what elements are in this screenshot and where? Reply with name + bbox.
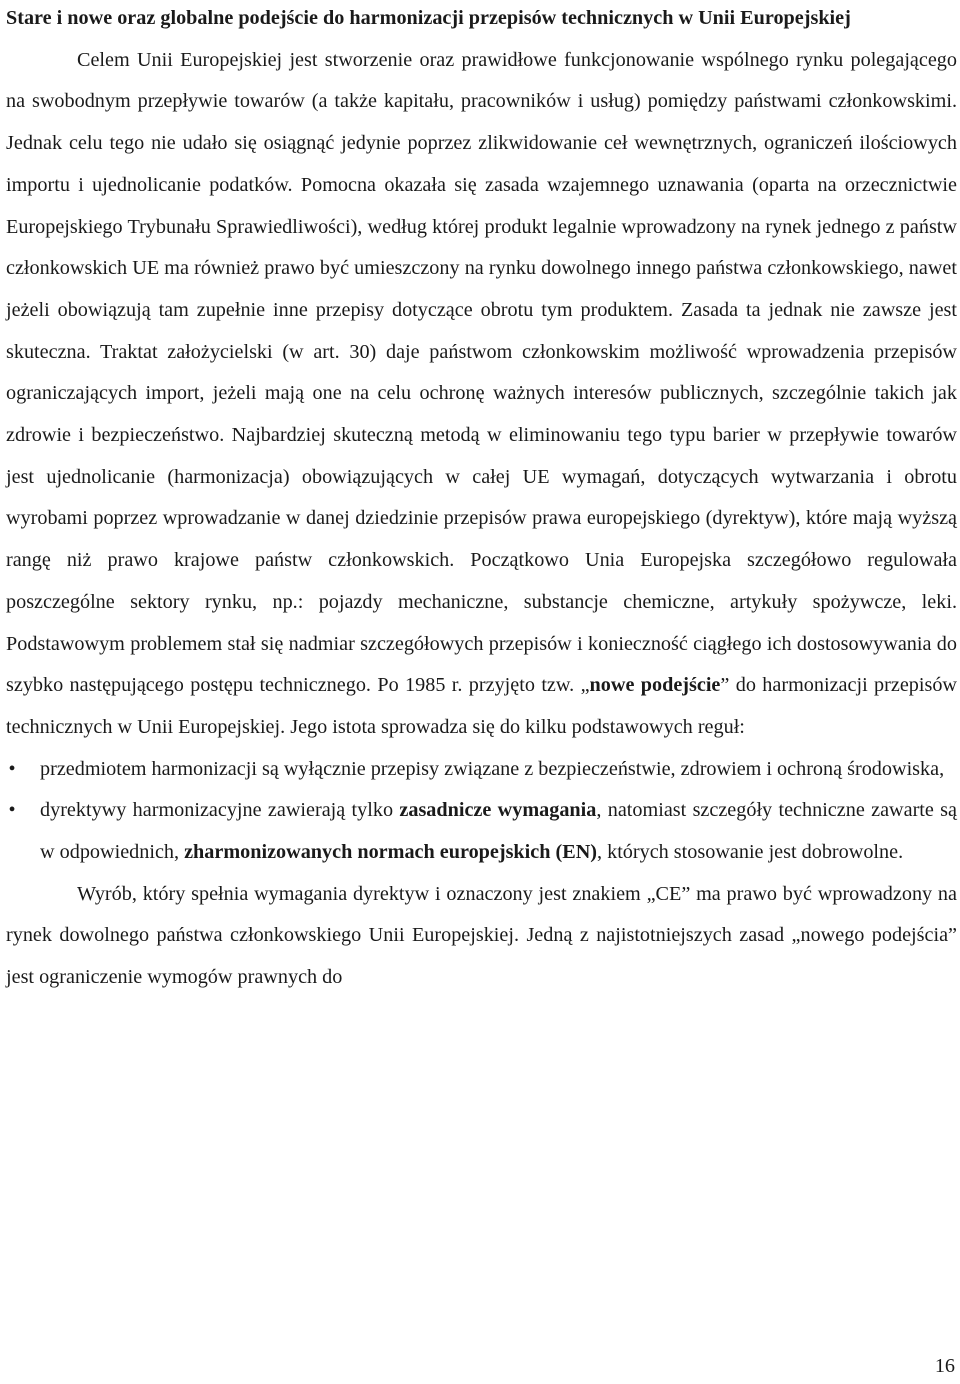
open-quote: „ xyxy=(580,674,590,697)
close-quote: ” xyxy=(720,674,730,697)
list-item xyxy=(6,749,957,791)
paragraph-intro-text: Celem Unii Europejskiej jest stworzenie oraz prawidłowe funkcjonowanie wspólnego rynku polegającego na swobodnym przepływie towarów (a także kapitału, pracowników i usług) pomiędzy państwami członkowskimi. Jednak celu tego nie udało się osiągnąć jedynie poprzez zlikwidowanie ceł wewnętrznych, ograniczeń ilościowych importu i ujednolicanie podatków. Pomocna okazała się zasada wzajemnego uznawania (oparta na orzecznictwie Europejskiego Trybunału Sprawiedliwości), według której produkt legalnie wprowadzony na rynek jednego z państw członkowskich UE ma również prawo być umieszczony na rynku dowolnego innego państwa członkowskiego, nawet jeżeli obowiązują tam zupełnie inne przepisy dotyczące obrotu tym produktem. Zasada ta jednak nie zawsze jest skuteczna. Traktat założycielski (w art. 30) daje państwom członkowskim możliwość wprowadzenia przepisów ograniczających import, jeżeli mają one na celu ochronę ważnych interesów publicznych, szczególnie takich jak zdrowie i bezpieczeństwo. Najbardziej skuteczną metodą w eliminowaniu tego typu barier w przepływie towarów jest ujednolicanie (harmonizacja) obowiązujących w całej UE wymagań, dotyczących wytwarzania i obrotu wyrobami poprzez wprowadzanie w danej dziedzinie przepisów prawa europejskiego (dyrektyw), które mają wyższą rangę niż prawo krajowe państw członkowskich. Początkowo Unia Europejska szczegółowo regulowała poszczególne sektory rynku, np.: pojazdy mechaniczne, substancje chemiczne, artykuły spożywcze, leki. Podstawowym problemem stał się nadmiar szczegółowych przepisów i konieczność ciągłego ich dostosowywania do szybko następującego postępu technicznego. Po 1985 r. przyjęto tzw. xyxy=(6,48,957,697)
bold-term-essential-requirements: zasadnicze wymagania xyxy=(399,799,597,822)
bold-term-harmonised-standards: zharmonizowanych normach europejskich (EN) xyxy=(184,841,597,864)
paragraph-ce-mark: Wyrób, który spełnia wymagania dyrektyw i oznaczony jest znakiem „CE” ma prawo być wprowadzony na rynek dowolnego państwa członkowskiego Unii Europejskiej. Jedną z najistotniejszych zasad „nowego podejścia” jest ograniczenie wymogów prawnych do xyxy=(6,882,957,989)
list-item-text-middle: , natomiast szczegóły techniczne zawarte są w odpowiednich, xyxy=(40,799,958,864)
list-item-text: przedmiotem harmonizacji są wyłącznie przepisy związane z bezpieczeństwie, zdrowiem i ochroną środowiska, xyxy=(40,757,945,780)
paragraph-intro-text-end: do harmonizacji przepisów technicznych w Unii Europejskiej. Jego istota sprowadza się do kilku podstawowych reguł: xyxy=(6,674,958,738)
list-item-text-end: , których stosowanie jest dobrowolne. xyxy=(597,841,904,864)
bullet-icon: • xyxy=(8,757,16,780)
bullet-icon: • xyxy=(8,799,16,822)
list-item-text: dyrektywy harmonizacyjne zawierają tylko xyxy=(40,799,400,822)
rules-list xyxy=(6,749,957,874)
paragraph-intro xyxy=(6,40,957,749)
section-heading: Stare i nowe oraz globalne podejście do harmonizacji przepisów technicznych w Unii Europejskiej xyxy=(6,7,851,29)
page-number: 16 xyxy=(934,1355,955,1377)
document-body xyxy=(6,0,957,999)
list-item xyxy=(6,790,957,873)
bold-term-new-approach: nowe podejście xyxy=(589,674,721,697)
